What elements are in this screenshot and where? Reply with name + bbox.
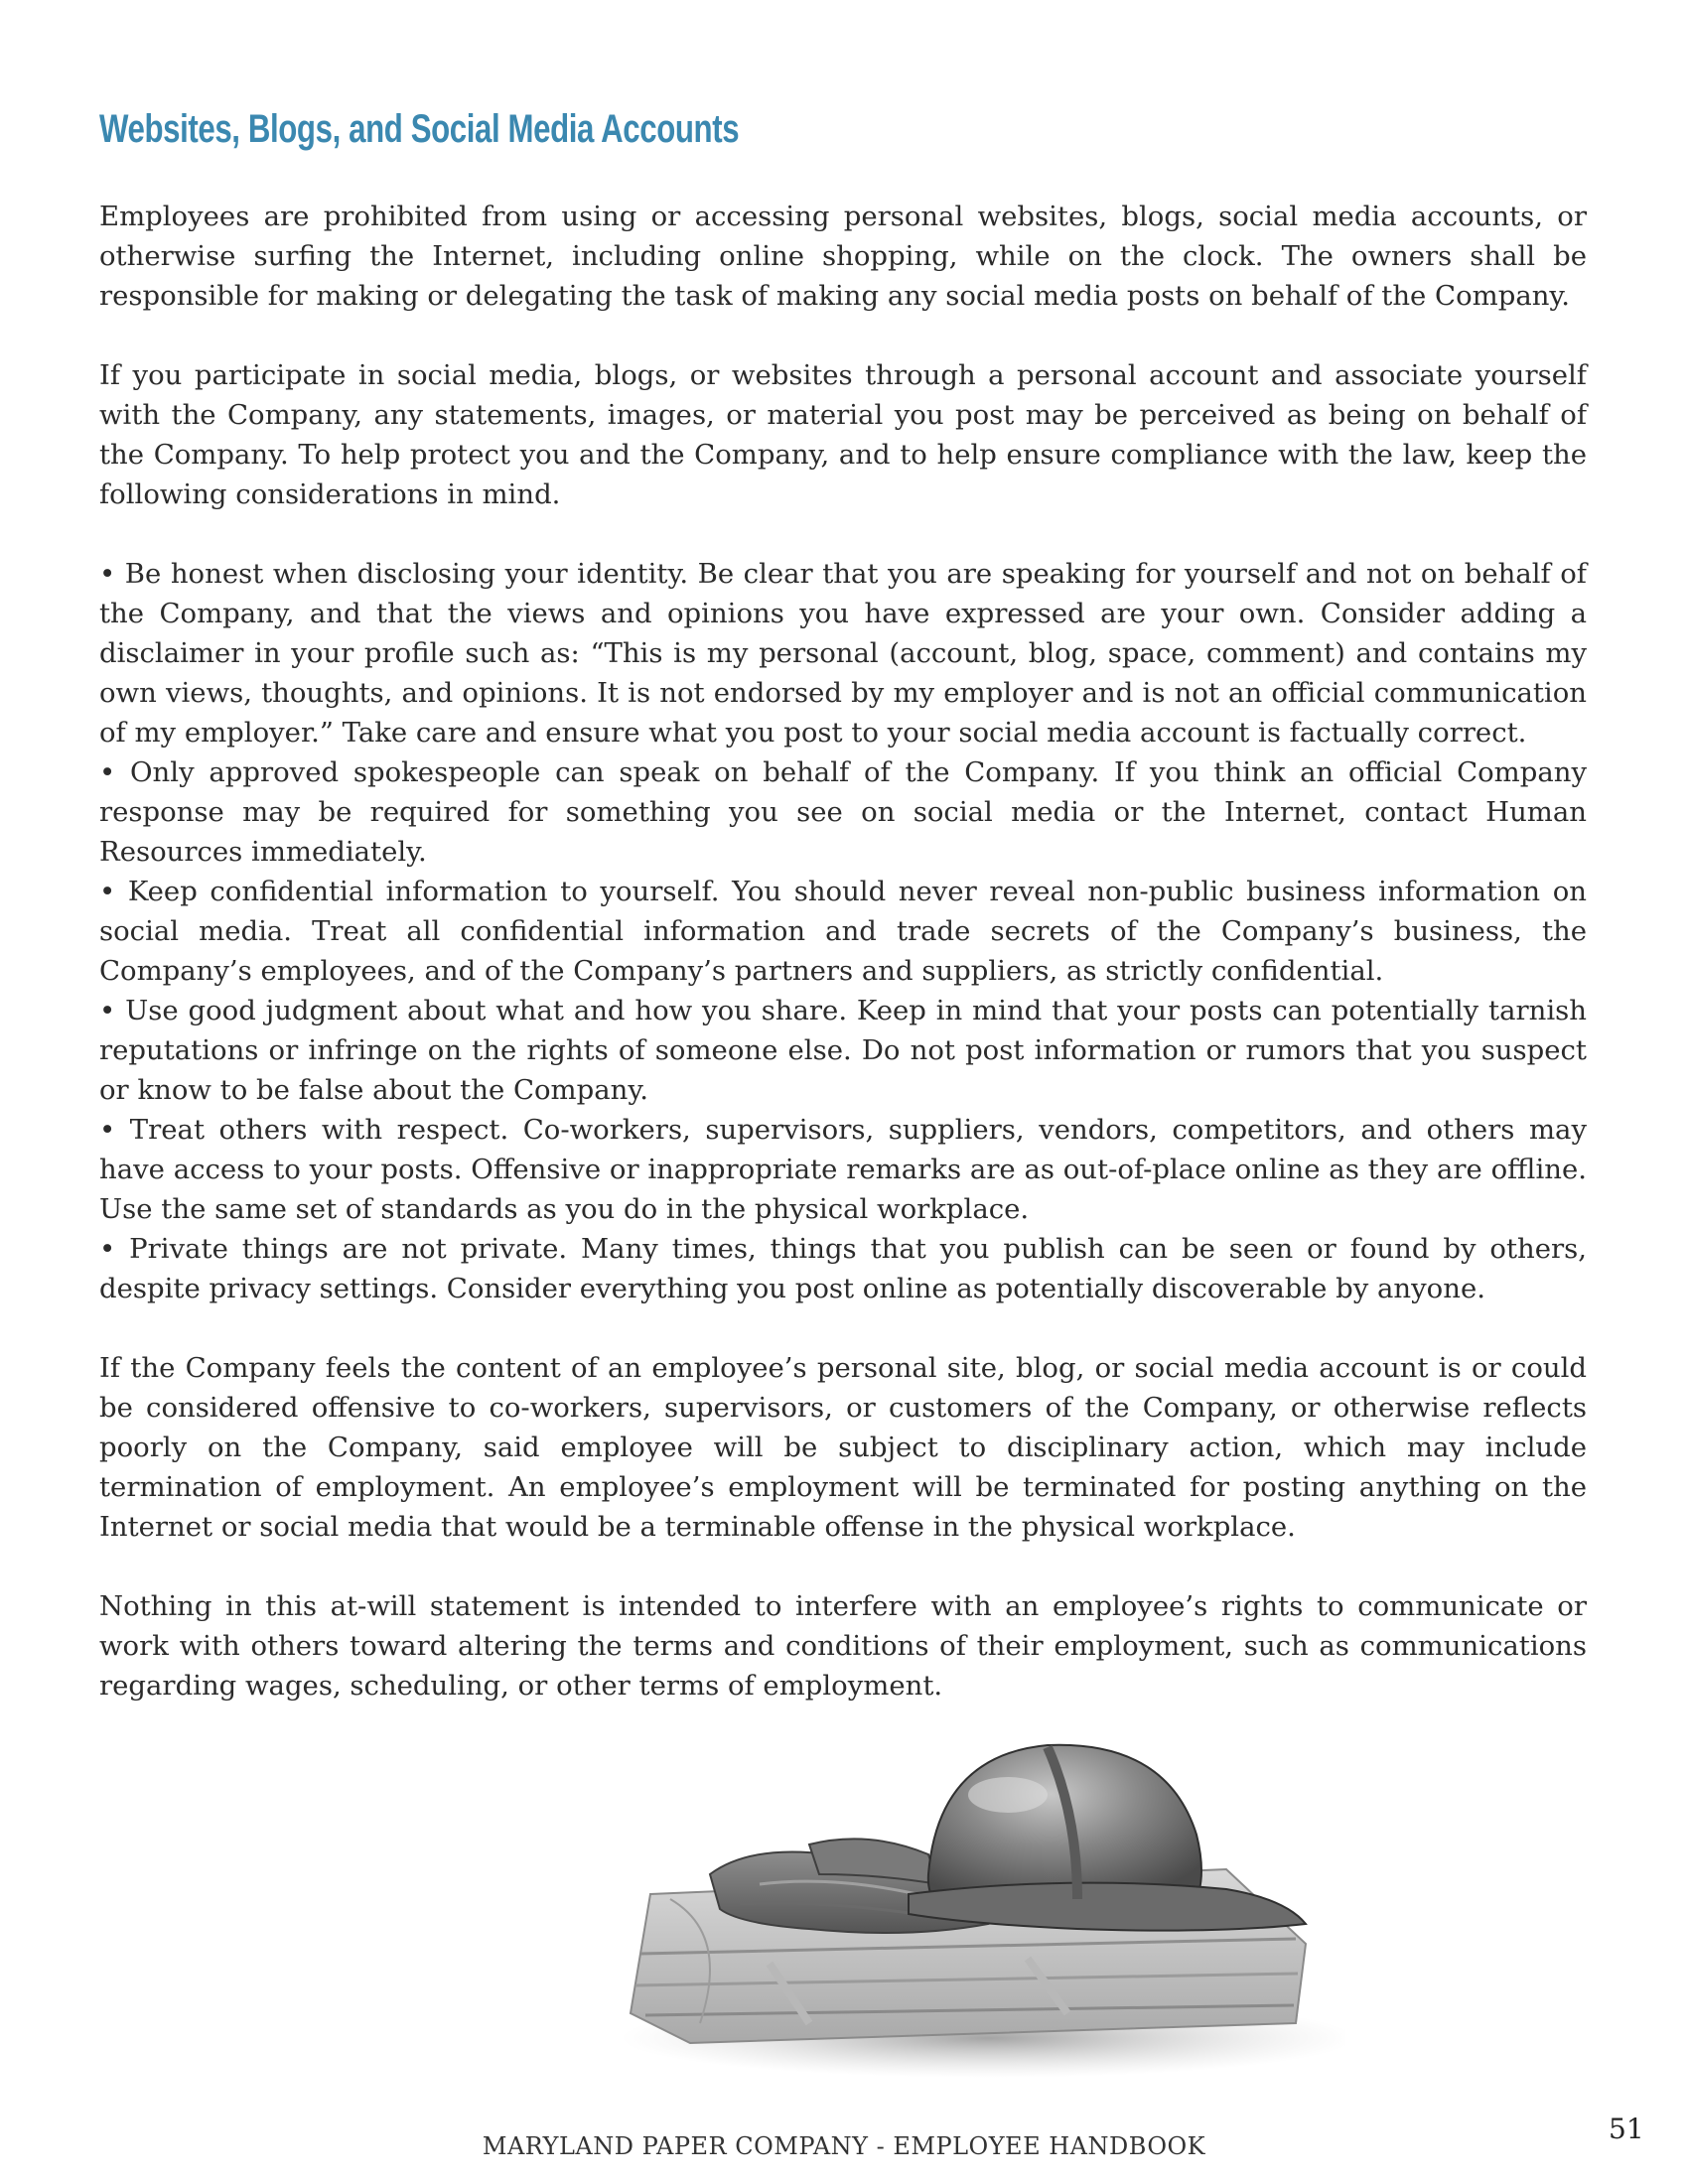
paragraph-intro: Employees are prohibited from using or accessing personal websites, blogs, social media accounts, or otherwise surfing the Internet, including online shopping, while on the clock. The owners shall be responsible for making or delegating the task of making any social media posts on behalf of the Company. xyxy=(99,201,1587,312)
list-item-text: Keep confidential information to yourself. You should never reveal non-public business information on social media. Treat all confidential information and trade secrets of the Company’s business, the Company’s employees, and of the Company’s partners and suppliers, as strictly confidential. xyxy=(99,876,1587,987)
bullet-icon: • xyxy=(99,876,116,907)
list-item xyxy=(99,872,1587,991)
bullet-icon: • xyxy=(99,1114,116,1146)
list-item-text: Be honest when disclosing your identity. Be clear that you are speaking for yourself and not on behalf of the Company, and that the views and opinions you have expressed are your own. Consider adding a disclaimer in your profile such as: “This is my personal (account, blog, space, comment) and contains my own views, thoughts, and opinions. It is not endorsed by my employer and is not an official communication of my employer.” Take care and ensure what you post to your social media account is factually correct. xyxy=(99,558,1587,749)
considerations-list xyxy=(99,554,1587,1308)
footer-title: MARYLAND PAPER COMPANY - EMPLOYEE HANDBOOK xyxy=(482,2132,1206,2160)
list-item-text: Treat others with respect. Co-workers, supervisors, suppliers, vendors, competitors, and others may have access to your posts. Offensive or inappropriate remarks are as out-of-place online as they are offline. Use the same set of standards as you do in the physical workplace. xyxy=(99,1114,1587,1225)
list-item xyxy=(99,1110,1587,1229)
bullet-icon: • xyxy=(99,1233,116,1265)
list-item-text: Only approved spokespeople can speak on behalf of the Company. If you think an official Company response may be required for something you see on social media or the Internet, contact Human Resources immediately. xyxy=(99,756,1587,868)
bullet-icon: • xyxy=(99,756,116,788)
section-heading: Websites, Blogs, and Social Media Accounts xyxy=(99,107,740,151)
bullet-icon: • xyxy=(99,995,116,1026)
list-item xyxy=(99,1229,1587,1308)
list-item-text: Use good judgment about what and how you share. Keep in mind that your posts can potentially tarnish reputations or infringe on the rights of someone else. Do not post information or rumors that you suspect or know to be false about the Company. xyxy=(99,995,1587,1106)
list-item xyxy=(99,554,1587,752)
paragraph-discipline: If the Company feels the content of an employee’s personal site, blog, or social media account is or could be considered offensive to co-workers, supervisors, or customers of the Company, or otherwise reflects poorly on the Company, said employee will be subject to disciplinary action, which may include termination of employment. An employee’s employment will be terminated for posting anything on the Internet or social media that would be a terminable offense in the physical workplace. xyxy=(99,1352,1587,1543)
list-item xyxy=(99,752,1587,872)
bullet-icon: • xyxy=(99,558,116,590)
paragraph-at-will: Nothing in this at-will statement is intended to interfere with an employee’s rights to communicate or work with others toward altering the terms and conditions of their employment, such as communications regarding wages, scheduling, or other terms of employment. xyxy=(99,1590,1587,1702)
hard-hat-gloves-folded-uniform-illustration-icon xyxy=(611,1725,1345,2083)
section-body xyxy=(99,197,1587,1706)
list-item-text: Private things are not private. Many times, things that you publish can be seen or found by others, despite privacy settings. Consider everything you post online as potentially discoverable by anyone. xyxy=(99,1233,1587,1304)
paragraph-participation: If you participate in social media, blogs, or websites through a personal account and associate yourself with the Company, any statements, images, or material you post may be perceived as being on behalf of the Company. To help protect you and the Company, and to help ensure compliance with the law, keep the following considerations in mind. xyxy=(99,359,1587,510)
page-number: 51 xyxy=(1609,2113,1644,2145)
list-item xyxy=(99,991,1587,1110)
